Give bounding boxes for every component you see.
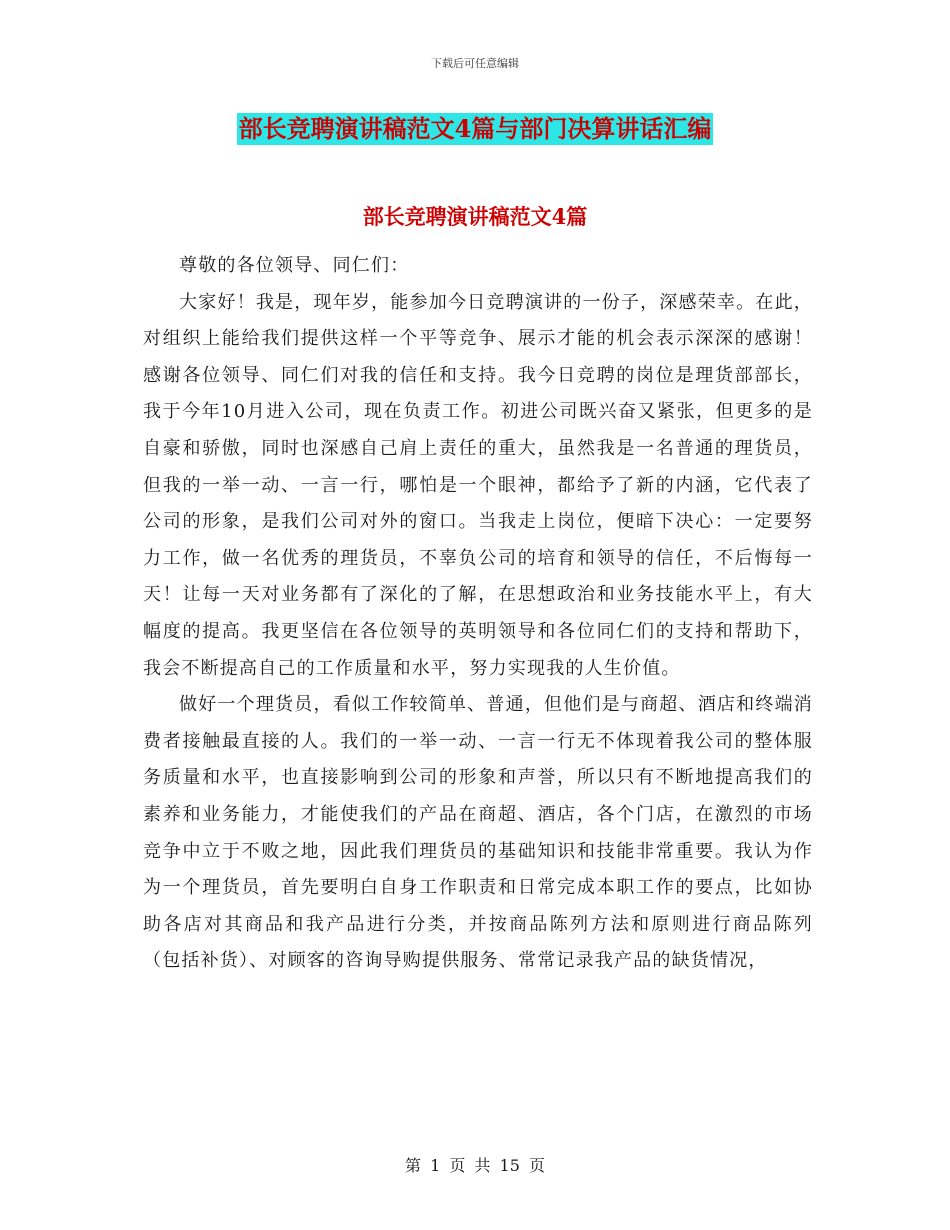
paragraph: 做好一个理货员，看似工作较简单、普通，但他们是与商超、酒店和终端消费者接触最直接的人。我们的一举一动、一言一行无不体现着我公司的整体服务质量和水平，也直接影响到公司的形象和声誉，所以只有不断地提高我们的素养和业务能力，才能使我们的产品在商超、酒店，各个门店，在激烈的市场竞争中立于不败之地，因此我们理货员的基础知识和技能非常重要。我认为作为一个理货员，首先要明白自身工作职责和日常完成本职工作的要点，比如协助各店对其商品和我产品进行分类，并按商品陈列方法和原则进行商品陈列（包括补货）、对顾客的咨询导购提供服务、常常记录我产品的缺货情况， [143,694,813,972]
main-title: 部长竞聘演讲稿范文4篇与部门决算讲话汇编 [238,114,712,143]
paragraph: 大家好！我是，现年岁，能参加今日竞聘演讲的一份子，深感荣幸。在此，对组织上能给我们提供这样一个平等竞争、展示才能的机会表示深深的感谢！感谢各位领导、同仁们对我的信任和支持。我今日竞聘的岗位是理货部部长，我于今年10月进入公司，现在负责工作。初进公司既兴奋又紧张，但更多的是自豪和骄傲，同时也深感自己肩上责任的重大，虽然我是一名普通的理货员，但我的一举一动、一言一行，哪怕是一个眼神，都给予了新的内涵，它代表了公司的形象，是我们公司对外的窗口。当我走上岗位，便暗下决心：一定要努力工作，做一名优秀的理货员，不辜负公司的培育和领导的信任，不后悔每一天！让每一天对业务都有了深化的了解，在思想政治和业务技能水平上，有大幅度的提高。我更坚信在各位领导的英明领导和各位同仁们的支持和帮助下，我会不断提高自己的工作质量和水平，努力实现我的人生价值。 [143,291,813,679]
paragraph-salutation: 尊敬的各位领导、同仁们： [179,255,410,276]
section-title: 部长竞聘演讲稿范文4篇 [362,204,588,229]
page-number: 第 1 页 共 15 页 [405,1156,545,1175]
main-title-container [0,113,950,145]
document-body [143,248,813,980]
page-header-note: 下载后可任意编辑 [431,57,519,70]
